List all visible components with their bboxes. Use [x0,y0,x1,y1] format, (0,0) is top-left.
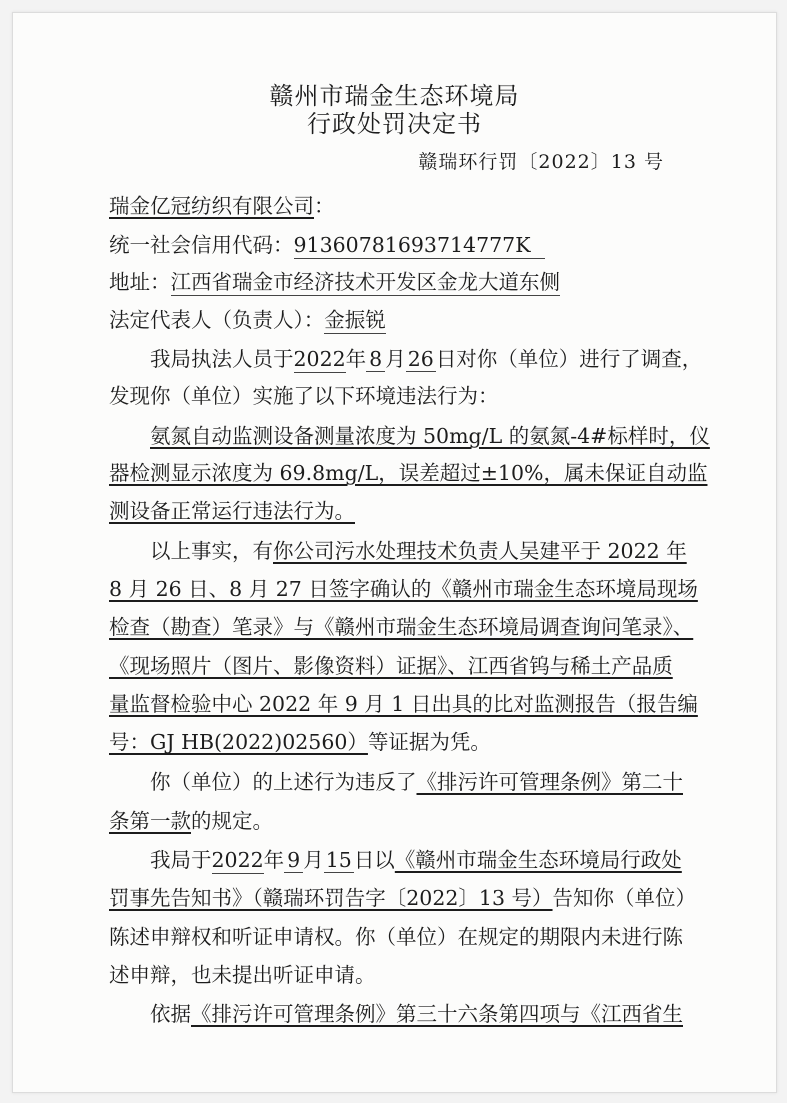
evidence-text: 检查（勘查）笔录》与《赣州市瑞金生态环境局调查询问笔录》、 [109,615,694,639]
credit-code-line [109,232,545,258]
evidence-text: 以上事实，有 [150,539,273,563]
notice-line-4: 述申辩，也未提出听证申请。 [109,963,376,987]
violation-text: 测设备正常运行违法行为。 [109,499,355,523]
regulation-text: 《排污许可管理条例》第二十 [416,770,683,794]
regulation-text: 你（单位）的上述行为违反了 [150,770,417,794]
evidence-text: 量监督检验中心 2022 年 9 月 1 日出具的比对监测报告（报告编 [109,692,698,716]
regulation-line-1 [150,769,683,795]
investigation-text: 日对你（单位）进行了调查， [435,347,703,371]
document-number: 赣瑞环行罚〔2022〕13 号 [418,151,664,173]
document-title-agency: 赣州市瑞金生态环境局 [269,82,520,110]
evidence-text: 8 月 26 日、8 月 27 日签字确认的《赣州市瑞金生态环境局现场 [109,577,698,601]
evidence-text: 号：GJ HB(2022)02560） [109,730,368,754]
evidence-line-2 [109,576,698,602]
notice-line-2 [109,885,696,911]
credit-code-label: 统一社会信用代码： [109,233,294,257]
evidence-text: 等证据为凭。 [367,730,491,754]
investigation-year: 2022 [293,347,346,371]
investigation-day: 26 [407,347,434,371]
notice-text: 年 [263,848,285,872]
investigation-line-1 [150,346,702,372]
representative-value: 金振锐 [324,308,386,332]
party-company-line [109,193,335,219]
evidence-line-3 [109,614,693,640]
credit-code-value: 91360781693714777K [294,233,545,259]
document-page [12,12,777,1093]
notice-text: 《赣州市瑞金生态环境局行政处 [394,848,682,872]
address-line [109,269,560,295]
notice-text: 月 [303,848,324,872]
violation-text: 氨氮自动监测设备测量浓度为 50mg/L 的氨氮-4#标样时，仪 [150,424,710,448]
notice-text: 告知你（单位） [552,886,697,910]
notice-month: 9 [284,848,303,873]
notice-line-1 [150,847,682,873]
investigation-text: 我局执法人员于 [150,347,294,371]
address-value: 江西省瑞金市经济技术开发区金龙大道东侧 [170,270,560,294]
evidence-text: 你公司污水处理技术负责人吴建平于 2022 年 [273,539,687,563]
basis-line-1 [150,1001,683,1027]
violation-line-3 [109,498,355,524]
document-title-type: 行政处罚决定书 [307,110,482,138]
notice-year: 2022 [211,848,264,872]
notice-text: 我局于 [150,848,212,872]
violation-text: 器检测显示浓度为 69.8mg/L，误差超过±10%，属未保证自动监 [109,461,708,485]
notice-text: 罚事先告知书》（赣瑞环罚告字〔2022〕13 号） [109,886,553,910]
notice-day: 15 [325,848,352,872]
regulation-text: 的规定。 [191,809,273,833]
party-company-colon: ： [314,194,335,218]
notice-text: 日以 [353,848,395,872]
representative-line [109,307,386,333]
notice-line-3: 陈述申辩权和听证申请权。你（单位）在规定的期限内未进行陈 [109,925,683,949]
evidence-line-5 [109,691,698,717]
basis-text: 依据 [150,1002,191,1026]
basis-text: 《排污许可管理条例》第三十六条第四项与《江西省生 [191,1002,683,1026]
representative-label: 法定代表人（负责人）： [109,308,325,332]
regulation-line-2 [109,808,273,834]
regulation-text: 条第一款 [109,809,191,833]
evidence-text: 《现场照片（图片、影像资料）证据》、江西省钨与稀土产品质 [109,654,673,678]
investigation-text: 年 [345,347,367,371]
violation-line-1 [150,423,710,449]
party-company-name: 瑞金亿冠纺织有限公司 [109,194,314,218]
investigation-text: 月 [385,347,406,371]
evidence-line-1 [150,538,687,564]
evidence-line-6 [109,729,491,755]
investigation-line-2: 发现你（单位）实施了以下环境违法行为： [109,384,499,408]
investigation-month: 8 [366,347,385,372]
address-label: 地址： [109,270,171,294]
violation-line-2 [109,460,707,486]
evidence-line-4 [109,653,673,679]
